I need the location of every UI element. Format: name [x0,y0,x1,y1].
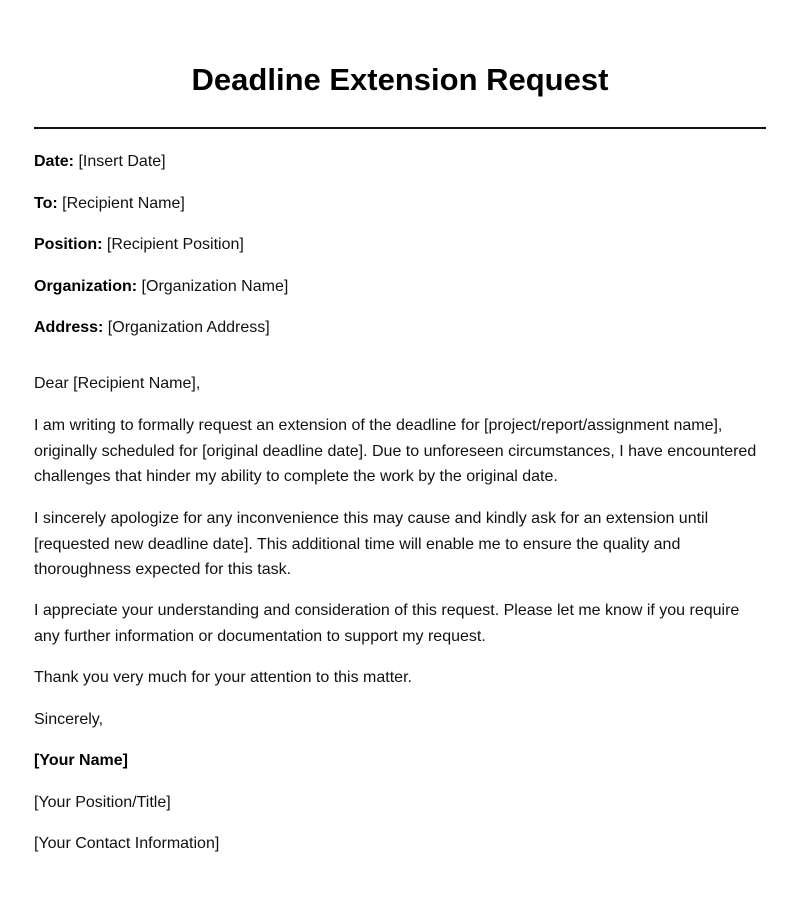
address-field [34,318,270,338]
page-title: Deadline Extension Request [191,62,609,97]
position-field [34,235,244,255]
paragraph-line: any further information or documentation to support my request. [34,627,486,645]
paragraph-line: I am writing to formally request an extension of the deadline for [project/report/assignment name], [34,417,723,434]
body-paragraph [34,506,766,583]
organization-label: Organization: [34,278,138,295]
to-label: To: [34,195,58,212]
body-paragraph [34,598,766,649]
position-value: [Recipient Position] [102,236,244,253]
paragraph-line: challenges that hinder my ability to complete the work by the original date. [34,468,558,485]
address-value: [Organization Address] [103,319,270,336]
organization-field [34,277,288,297]
to-value: [Recipient Name] [57,195,185,212]
to-field [34,194,185,214]
title-divider [34,127,766,129]
paragraph-line: I sincerely apologize for any inconvenience this may cause and kindly ask for an extension until [34,510,709,527]
position-label: Position: [34,236,103,253]
date-value: [Insert Date] [74,153,166,170]
signature-position: [Your Position/Title] [34,794,171,811]
paragraph-line: thoroughness expected for this task. [34,561,292,578]
closing: Sincerely, [34,711,104,728]
thanks-line: Thank you very much for your attention to this matter. [34,669,412,686]
signature-name: [Your Name] [34,752,128,769]
salutation: Dear [Recipient Name], [34,375,201,392]
address-label: Address: [34,319,104,336]
paragraph-line: [requested new deadline date]. This additional time will enable me to ensure the quality and [34,535,681,553]
body-paragraph [34,413,766,490]
paragraph-line: originally scheduled for [original deadline date]. Due to unforeseen circumstances, I have encountered [34,442,757,460]
paragraph-line: I appreciate your understanding and consideration of this request. Please let me know if you require [34,602,740,619]
organization-value: [Organization Name] [137,278,289,295]
date-field [34,152,166,172]
date-label: Date: [34,153,75,170]
signature-contact: [Your Contact Information] [34,835,220,852]
